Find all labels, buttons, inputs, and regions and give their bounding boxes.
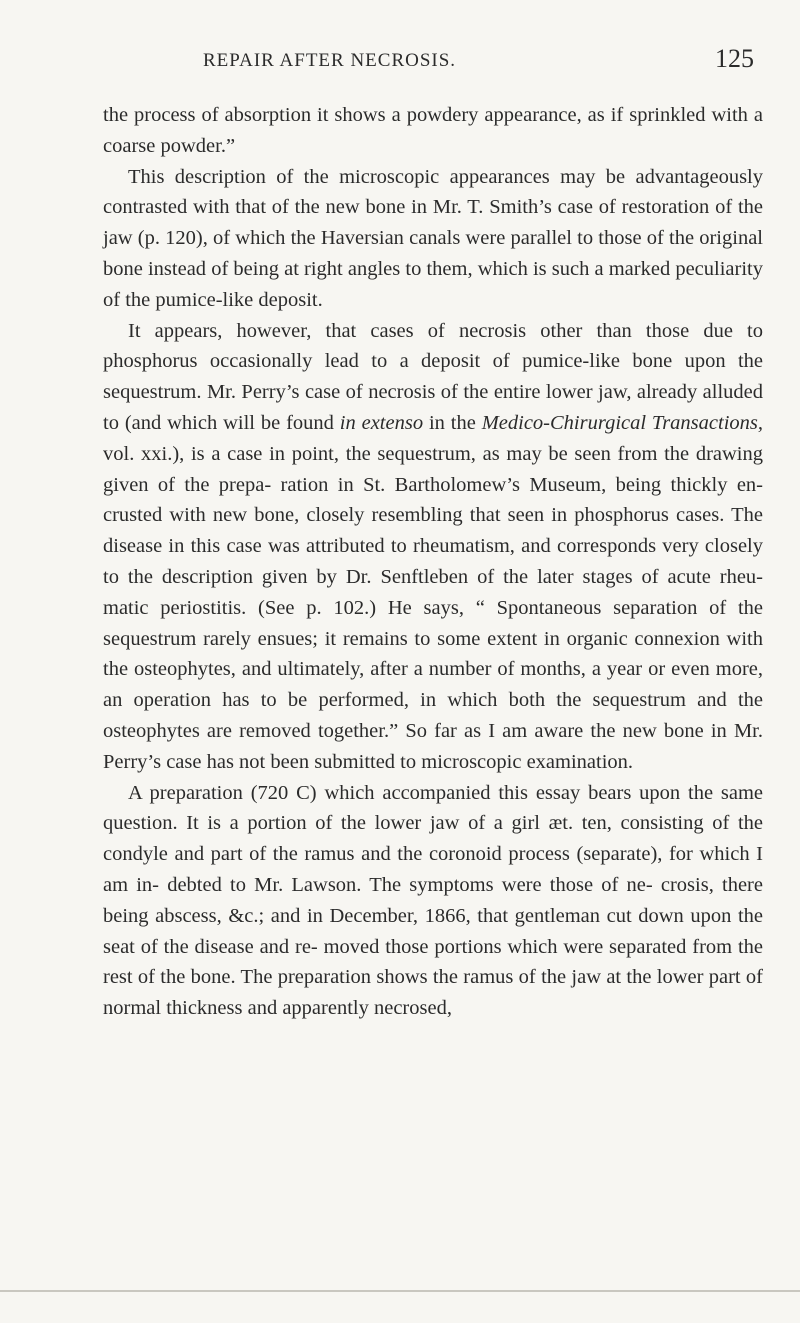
paragraph-text: A preparation (720 C) which accompanied this essay bears upon the same question. It is a portion of the lower jaw of a girl æt. ten, consisting of the condyle and part of the ramus and the coronoid process (separate), for which I am in- debted to Mr. Lawson. The symptoms were those of ne- crosis, there being abscess, &c.; and in December, 1866, that gentleman cut down upon the seat of the disease and re- moved those portions which were separated from the rest of the bone. The preparation shows the ramus of the jaw at the lower part of normal thickness and apparently necrosed, (103, 781, 763, 1020)
page-number: 125 (715, 44, 754, 73)
running-head: REPAIR AFTER NECROSIS. (203, 50, 457, 71)
paragraph-text: in the (423, 411, 482, 434)
italic-text: in extenso (339, 411, 424, 434)
italic-text: Medico-Chirurgical Transactions, (481, 411, 763, 434)
paragraph-text: This description of the microscopic appearances may be advantageously contrasted with that of the new bone in Mr. T. Smith’s case of restoration of the jaw (p. 120), of which the Haversian canals were parallel to those of the original bone instead of being at right angles to them, which is such a marked peculiarity of the pumice-like deposit. (103, 165, 763, 311)
paragraph (103, 100, 763, 162)
paragraph (103, 316, 763, 778)
paragraph (103, 778, 763, 1024)
page-bottom-edge (0, 1290, 800, 1292)
body-text (103, 100, 763, 1024)
paragraph (103, 162, 763, 316)
paragraph-text: the process of absorption it shows a powdery appearance, as if sprinkled with a coarse powder.” (103, 104, 763, 157)
paragraph-text: vol. xxi.), is a case in point, the sequestrum, as may be seen from the drawing given of the prepa- ration in St. Bartholomew’s Museum, being thickly en- crusted with new bone, closely resembling that seen in phosphorus cases. The disease in this case was attributed to rheumatism, and corresponds very closely to the description given by Dr. Senftleben of the later stages of acute rheu- matic periostitis. (See p. 102.) He says, “ Spontaneous separation of the sequestrum rarely ensues; it remains to some extent in organic connexion with the osteophytes, and ultimately, after a number of months, a year or even more, an operation has to be performed, in which both the sequestrum and the osteophytes are removed together.” So far as I am aware the new bone in Mr. Perry’s case has not been submitted to microscopic examination. (103, 442, 763, 773)
paragraph-text: It appears, however, that cases of necrosis other than those due to phosphorus occasionally lead to a deposit of pumice-like bone upon the sequestrum. Mr. Perry’s case of necrosis of the entire lower jaw, already alluded to (and which will be found (103, 319, 763, 434)
page-header (100, 40, 760, 80)
